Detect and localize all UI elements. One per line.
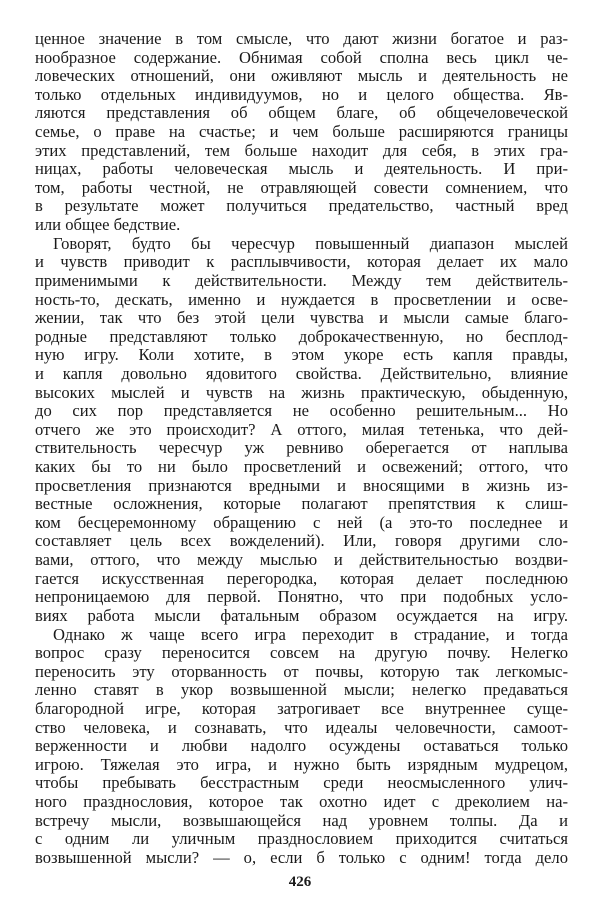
text-line: высоких мыслей и чувств на жизнь практическую, обыденную,: [35, 382, 568, 402]
text-line: ком бесцеремонному обращению с ней (а это-то последнее и: [35, 512, 568, 532]
text-line: до сих пор представляется не особенно решительным... Но: [35, 401, 568, 421]
page-body-text: [35, 30, 568, 867]
text-line: верженности и любви надолго осуждены оставаться только: [35, 736, 568, 756]
text-line: применимыми к действительности. Между тем действитель-: [35, 270, 568, 290]
text-line: непроницаемою для первой. Понятно, что при подобных усло-: [35, 587, 568, 607]
text-line: с одним ли уличным празднословием приходится считаться: [35, 829, 568, 849]
text-line: ство человека, и сознавать, что идеалы человечности, самоот-: [35, 717, 568, 737]
text-line: каких бы то ни было просветлений и освежений; оттого, что: [35, 457, 568, 477]
text-line: ствительность чересчур уж ревниво оберегается от наплыва: [35, 438, 568, 458]
text-line: вестные осложнения, которые полагают препятствия к слиш-: [35, 494, 568, 514]
text-line: только отдельных индивидуумов, но и целого общества. Яв-: [35, 84, 568, 104]
text-line: Говорят, будто бы чересчур повышенный диапазон мыслей: [53, 233, 568, 253]
text-line: в результате может получиться предательство, частный вред: [35, 196, 568, 216]
text-line: переносить эту оторванность от почвы, которую так легкомыс-: [35, 661, 568, 681]
text-line: отчего же это происходит? А оттого, милая тетенька, что дей-: [35, 419, 568, 439]
text-line: нообразное содержание. Обнимая собой сполна весь цикл че-: [35, 47, 568, 67]
text-line: ленно ставят в укор возвышенной мысли; нелегко предаваться: [35, 680, 568, 700]
text-line: гается искусственная перегородка, которая делает последнюю: [35, 568, 568, 588]
text-line: ность-то, дескать, именно и нуждается в просветлении и осве-: [35, 289, 568, 309]
text-line: ную игру. Коли хотите, в этом укоре есть капля правды,: [35, 345, 568, 365]
text-line: семье, о праве на счастье; и чем больше расширяются границы: [35, 122, 568, 142]
text-line: чтобы пребывать бесстрастным среди неосмысленного улич-: [35, 773, 568, 793]
text-line: ляются представления об общем благе, об общечеловеческой: [35, 103, 568, 123]
text-line: родные представляют только доброкачественную, но бесплод-: [35, 326, 568, 346]
text-line: жении, так что без этой цели чувства и мысли самые благо-: [35, 308, 568, 328]
text-line: ного празднословия, которое так охотно идет с дреколием на-: [35, 791, 568, 811]
text-line: возвышенной мысли? — о, если б только с одним! тогда дело: [35, 847, 568, 867]
text-line: ловеческих отношений, они оживляют мысль и деятельность не: [35, 66, 568, 86]
text-line: игрою. Тяжелая это игра, и нужно быть изрядным мудрецом,: [35, 754, 568, 774]
text-line: ценное значение в том смысле, что дают жизни богатое и раз-: [35, 29, 568, 48]
text-line: Однако ж чаще всего игра переходит в страдание, и тогда: [53, 624, 568, 644]
text-line: вопрос сразу переносится совсем на другую почву. Нелегко: [35, 643, 568, 663]
text-line: виях работа мысли фатальным образом осуждается на игру.: [35, 605, 568, 625]
text-line: просветления признаются вредными и вносящими в жизнь из-: [35, 475, 568, 495]
text-line: и капля довольно ядовитого свойства. Действительно, влияние: [35, 363, 568, 383]
text-line: том, работы честной, не отравляющей совести сомнением, что: [35, 177, 568, 197]
text-line: и чувств приводит к расплывчивости, которая делает их мало: [35, 252, 568, 272]
text-line: или общее бедствие.: [35, 215, 181, 235]
text-line: ницах, работы человеческая мысль и деятельность. И при-: [35, 159, 568, 179]
text-line: благородной игре, которая затрогивает все внутреннее суще-: [35, 698, 568, 718]
text-line: этих представлений, тем больше находит для себя, в этих гра-: [35, 140, 568, 160]
text-line: вами, оттого, что между мыслью и действительностью воздви-: [35, 550, 568, 570]
page-number: 426: [288, 874, 312, 890]
text-line: составляет цель всех вожделений). Или, говоря другими сло-: [35, 531, 568, 551]
text-line: встречу мысли, возвышающейся над уровнем толпы. Да и: [35, 810, 568, 830]
